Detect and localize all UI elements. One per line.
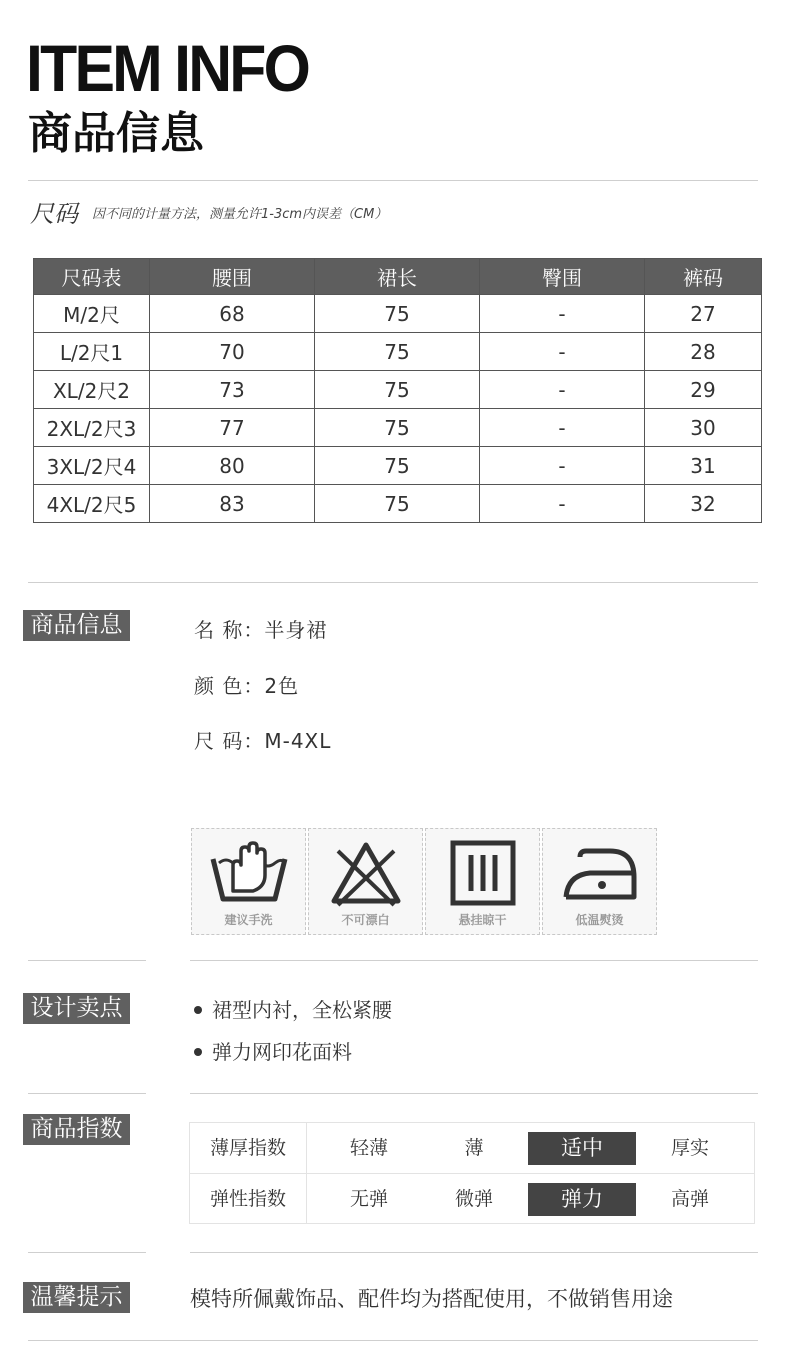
table-cell: 73 [150, 371, 315, 409]
table-row [34, 447, 762, 485]
table-row [34, 333, 762, 371]
index-option: 无弹 [349, 1188, 388, 1210]
table-cell: 68 [150, 295, 315, 333]
divider [28, 1252, 146, 1253]
table-cell: 31 [645, 447, 762, 485]
product-color: 颜 色：2色 [194, 674, 300, 698]
care-label: 建议手洗 [224, 913, 273, 927]
design-point-text: 弹力网印花面料 [212, 1040, 352, 1064]
divider [28, 1093, 146, 1094]
product-size: 尺 码：M-4XL [194, 729, 332, 753]
design-label: 设计卖点 [23, 993, 130, 1024]
no-bleach-icon [326, 837, 406, 909]
bullet-dot [194, 1006, 202, 1014]
table-cell: 75 [315, 295, 480, 333]
index-option-selected: 适中 [528, 1132, 636, 1165]
care-label: 悬挂晾干 [458, 913, 507, 927]
table-row [34, 409, 762, 447]
table-cell: L/2尺1 [34, 333, 150, 371]
table-cell: M/2尺 [34, 295, 150, 333]
table-cell: 77 [150, 409, 315, 447]
index-row-name: 薄厚指数 [190, 1123, 307, 1173]
index-option: 高弹 [670, 1188, 709, 1210]
divider [28, 582, 758, 583]
bullet-dot [194, 1048, 202, 1056]
size-table-header: 尺码表 [34, 259, 150, 295]
care-instructions [191, 828, 657, 935]
table-cell: - [480, 409, 645, 447]
product-name: 名 称：半身裙 [194, 618, 328, 642]
index-row-name: 弹性指数 [190, 1174, 307, 1224]
table-cell: 32 [645, 485, 762, 523]
table-cell: 27 [645, 295, 762, 333]
divider [28, 180, 758, 181]
design-point-text: 裙型内衬，全松紧腰 [212, 998, 392, 1022]
table-cell: 2XL/2尺3 [34, 409, 150, 447]
size-table-header: 裙长 [315, 259, 480, 295]
index-table [189, 1122, 755, 1224]
table-cell: 75 [315, 371, 480, 409]
index-option: 厚实 [670, 1137, 709, 1159]
index-option: 薄 [464, 1137, 484, 1159]
size-table [33, 258, 762, 523]
index-option-selected: 弹力 [528, 1183, 636, 1216]
table-cell: 75 [315, 409, 480, 447]
index-row-elasticity [190, 1174, 754, 1224]
table-cell: 70 [150, 333, 315, 371]
index-option: 微弹 [454, 1188, 493, 1210]
care-item [425, 828, 540, 935]
table-cell: - [480, 447, 645, 485]
divider [28, 960, 146, 961]
care-item [542, 828, 657, 935]
table-cell: 80 [150, 447, 315, 485]
size-section-label: 尺码 [30, 200, 78, 228]
table-cell: 75 [315, 447, 480, 485]
size-section-note: 因不同的计量方法，测量允许1-3cm内误差（CM） [92, 207, 388, 222]
table-row [34, 485, 762, 523]
divider [190, 960, 758, 961]
table-row [34, 295, 762, 333]
title-chinese: 商品信息 [28, 108, 204, 159]
tips-label: 温馨提示 [23, 1282, 130, 1313]
table-cell: - [480, 371, 645, 409]
index-label: 商品指数 [23, 1114, 130, 1145]
care-item [191, 828, 306, 935]
size-table-header: 臀围 [480, 259, 645, 295]
table-cell: 28 [645, 333, 762, 371]
design-point [194, 994, 392, 1023]
table-cell: 83 [150, 485, 315, 523]
divider [190, 1252, 758, 1253]
size-table-header-row [34, 259, 762, 295]
table-cell: XL/2尺2 [34, 371, 150, 409]
divider [28, 1340, 758, 1341]
table-cell: - [480, 295, 645, 333]
title-english: ITEM INFO [26, 31, 309, 105]
table-row [34, 371, 762, 409]
table-cell: 3XL/2尺4 [34, 447, 150, 485]
low-iron-icon [560, 837, 640, 909]
design-point [194, 1036, 352, 1065]
tips-text: 模特所佩戴饰品、配件均为搭配使用，不做销售用途 [190, 1287, 673, 1311]
table-cell: 75 [315, 333, 480, 371]
care-label: 不可漂白 [341, 913, 390, 927]
size-table-header: 腰围 [150, 259, 315, 295]
product-info-label: 商品信息 [23, 610, 130, 641]
table-cell: 4XL/2尺5 [34, 485, 150, 523]
care-item [308, 828, 423, 935]
hang-dry-icon [443, 837, 523, 909]
hand-wash-icon [209, 837, 289, 909]
table-cell: - [480, 485, 645, 523]
table-cell: 75 [315, 485, 480, 523]
care-label: 低温熨烫 [575, 913, 624, 927]
size-table-header: 裤码 [645, 259, 762, 295]
table-cell: 29 [645, 371, 762, 409]
table-cell: - [480, 333, 645, 371]
table-cell: 30 [645, 409, 762, 447]
divider [190, 1093, 758, 1094]
index-row-thickness [190, 1123, 754, 1174]
index-option: 轻薄 [349, 1137, 388, 1159]
